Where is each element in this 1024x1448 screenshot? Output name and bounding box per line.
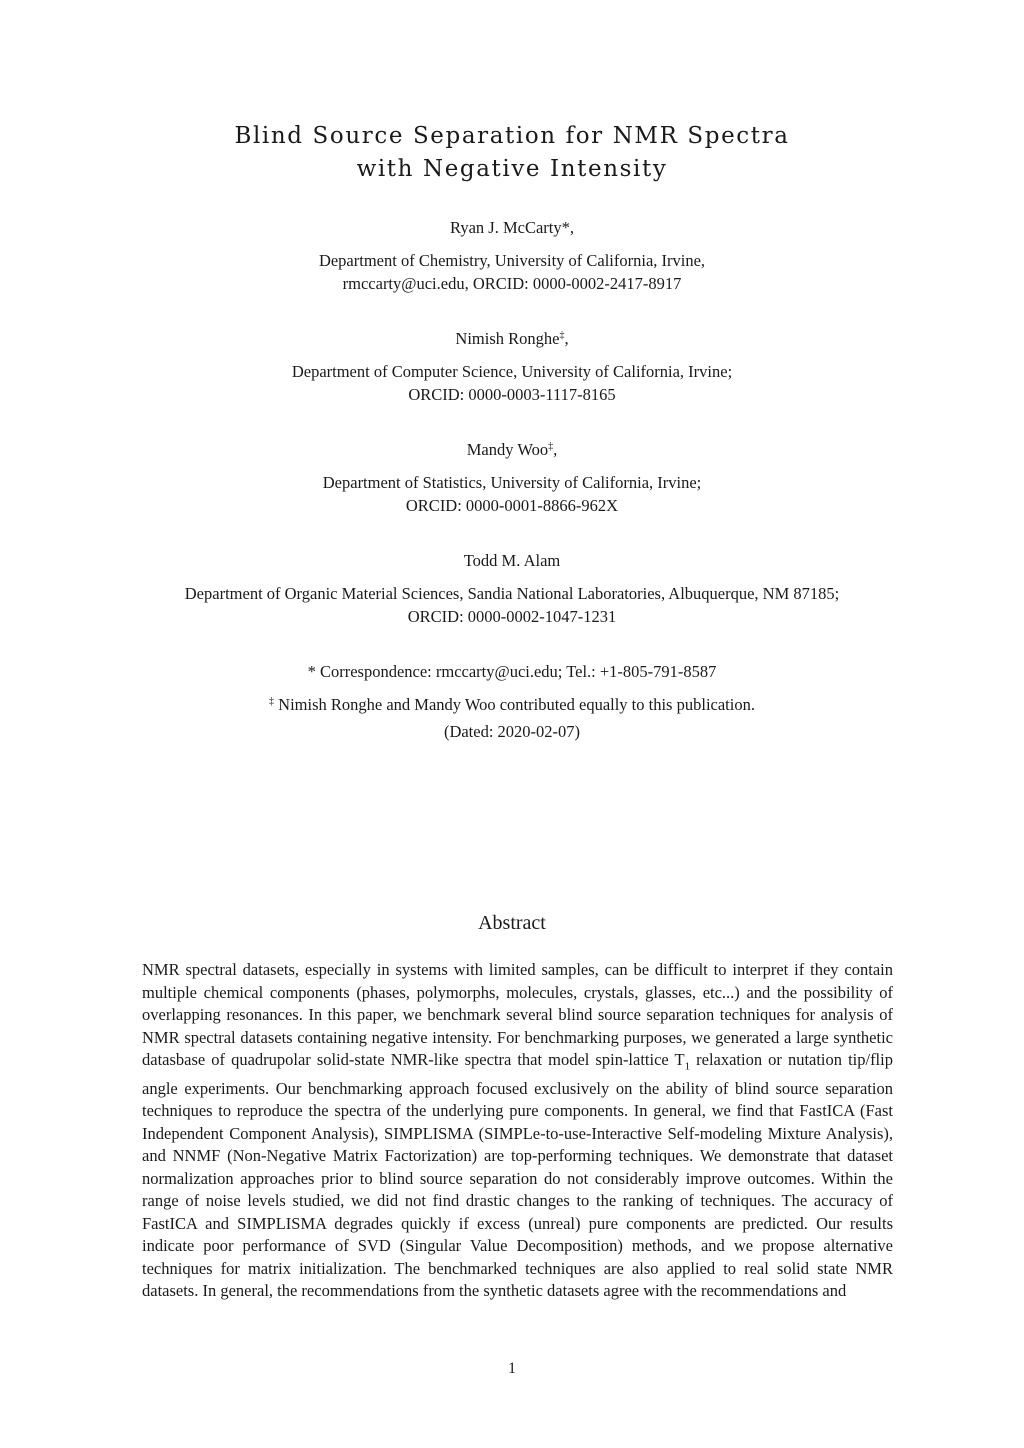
page-number: 1	[508, 1360, 516, 1377]
date-line: (Dated: 2020-02-07)	[443, 722, 581, 741]
author-contact: ORCID: 0000-0001-8866-962X	[405, 496, 619, 515]
author-name: Mandy Woo‡,	[466, 440, 558, 459]
abstract-heading: Abstract	[478, 912, 546, 934]
author-affiliation: Department of Statistics, University of California, Irvine;	[322, 473, 702, 492]
author-affiliation: Department of Chemistry, University of California, Irvine,	[318, 251, 706, 270]
author-name: Nimish Ronghe‡,	[455, 329, 569, 348]
author-contact: ORCID: 0000-0002-1047-1231	[407, 607, 617, 626]
equal-contribution-note: ‡ Nimish Ronghe and Mandy Woo contributed equally to this publication.	[269, 695, 755, 714]
author-name: Todd M. Alam	[463, 551, 561, 570]
author-affiliation: Department of Computer Science, University of California, Irvine;	[291, 362, 733, 381]
title-line-2: with Negative Intensity	[356, 156, 668, 182]
author-affiliation: Department of Organic Material Sciences, Sandia National Laboratories, Albuquerque, NM 87185;	[184, 584, 840, 603]
abstract-body: NMR spectral datasets, especially in systems with limited samples, can be difficult to interpret if they contain multiple chemical components (phases, polymorphs, molecules, crystals, glasses, etc...) and the possibility of overlapping resonances. In this paper, we benchmark several blind source separation techniques for analysis of NMR spectral datasets containing negative intensity. For benchmarking purposes, we generated a large synthetic datasbase of quadrupolar solid-state NMR-like spectra that model spin-lattice $T_1$ relaxation or nutation tip/flip angle experiments. Our benchmarking approach focused exclusively on the ability of blind source separation techniques to reproduce the spectra of the underlying pure components. In general, we find that FastICA (Fast Independent Component Analysis), SIMPLISMA (SIMPLe-to-use-Interactive Self-modeling Mixture Analysis), and NNMF (Non-Negative Matrix Factorization) are top-performing techniques. We demonstrate that dataset normalization approaches prior to blind source separation do not considerably improve outcomes. Within the range of noise levels studied, we did not find drastic changes to the ranking of techniques. The accuracy of FastICA and SIMPLISMA degrades quickly if excess (unreal) pure components are predicted. Our results indicate poor performance of SVD (Singular Value Decomposition) methods, and we propose alternative techniques for matrix initialization. The benchmarked techniques are also applied to real solid state NMR datasets. In general, the recommendations from the synthetic datasets agree with the recommendations and	[142, 960, 893, 1301]
author-name: Ryan J. McCarty*,	[450, 218, 574, 237]
paper-title	[0, 120, 1024, 186]
author-contact: ORCID: 0000-0003-1117-8165	[408, 385, 616, 404]
author-contact: rmccarty@uci.edu, ORCID: 0000-0002-2417-8917	[342, 274, 682, 293]
correspondence-note: * Correspondence: rmccarty@uci.edu; Tel.: +1-805-791-8587	[307, 662, 717, 681]
title-line-1: Blind Source Separation for NMR Spectra	[234, 123, 790, 149]
